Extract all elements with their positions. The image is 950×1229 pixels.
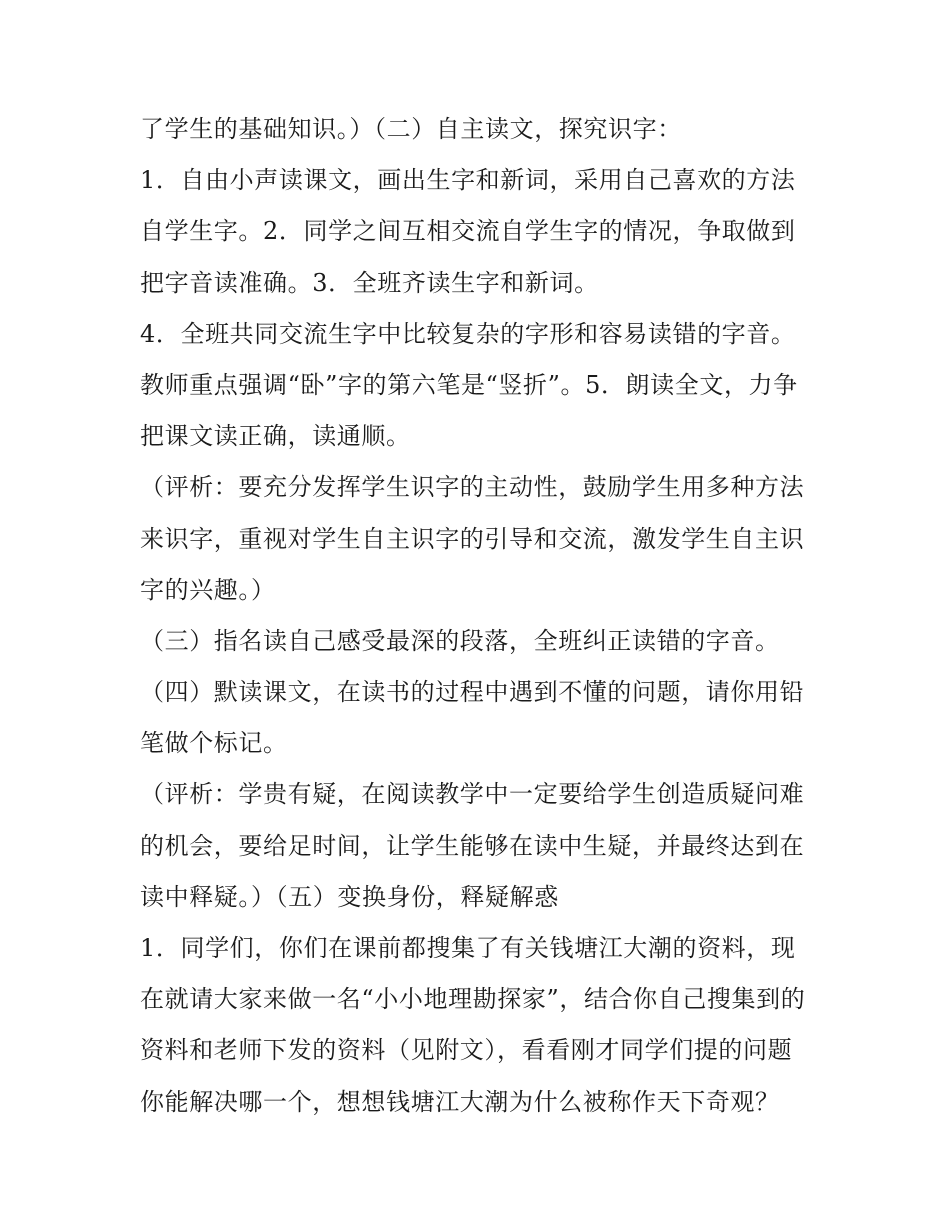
- text-line: 你能解决哪一个，想想钱塘江大潮为什么被称作天下奇观？: [140, 1087, 780, 1116]
- text-line: 在就请大家来做一名“小小地理勘探家”，结合你自己搜集到的: [140, 985, 806, 1014]
- text-line: 资料和老师下发的资料（见附文），看看刚才同学们提的问题: [140, 1036, 793, 1065]
- text-line: 1．自由小声读课文，画出生字和新词，采用自己喜欢的方法: [140, 166, 796, 195]
- text-line: 的机会，要给足时间，让学生能够在读中生疑，并最终达到在: [140, 831, 805, 860]
- text-line: （评析：学贵有疑，在阅读教学中一定要给学生创造质疑问难: [140, 780, 805, 809]
- text-line: 1．同学们，你们在课前都搜集了有关钱塘江大潮的资料，现: [140, 934, 796, 962]
- text-line: 把课文读正确，读通顺。: [140, 422, 411, 451]
- text-line: 了学生的基础知识。）（二）自主读文，探究识字：: [140, 115, 682, 143]
- body-text: [140, 104, 840, 1128]
- text-line: （四）默读课文，在读书的过程中遇到不懂的问题，请你用铅: [140, 678, 805, 707]
- text-line: 字的兴趣。）: [140, 575, 276, 604]
- text-line: （评析：要充分发挥学生识字的主动性，鼓励学生用多种方法: [140, 473, 805, 502]
- text-line: 教师重点强调“卧”字的第六笔是“竖折”。5．朗读全文，力争: [140, 370, 798, 399]
- text-line: 自学生字。2．同学之间互相交流自学生字的情况，争取做到: [140, 217, 796, 246]
- text-line: （三）指名读自己感受最深的段落，全班纠正读错的字音。: [140, 626, 780, 655]
- text-line: 读中释疑。）（五）变换身份，释疑解惑: [140, 882, 559, 911]
- text-line: 来识字，重视对学生自主识字的引导和交流，激发学生自主识: [140, 524, 805, 553]
- text-line: 笔做个标记。: [140, 729, 288, 758]
- text-line: 把字音读准确。3．全班齐读生字和新词。: [140, 268, 599, 297]
- text-line: 4．全班共同交流生字中比较复杂的字形和容易读错的字音。: [140, 319, 796, 348]
